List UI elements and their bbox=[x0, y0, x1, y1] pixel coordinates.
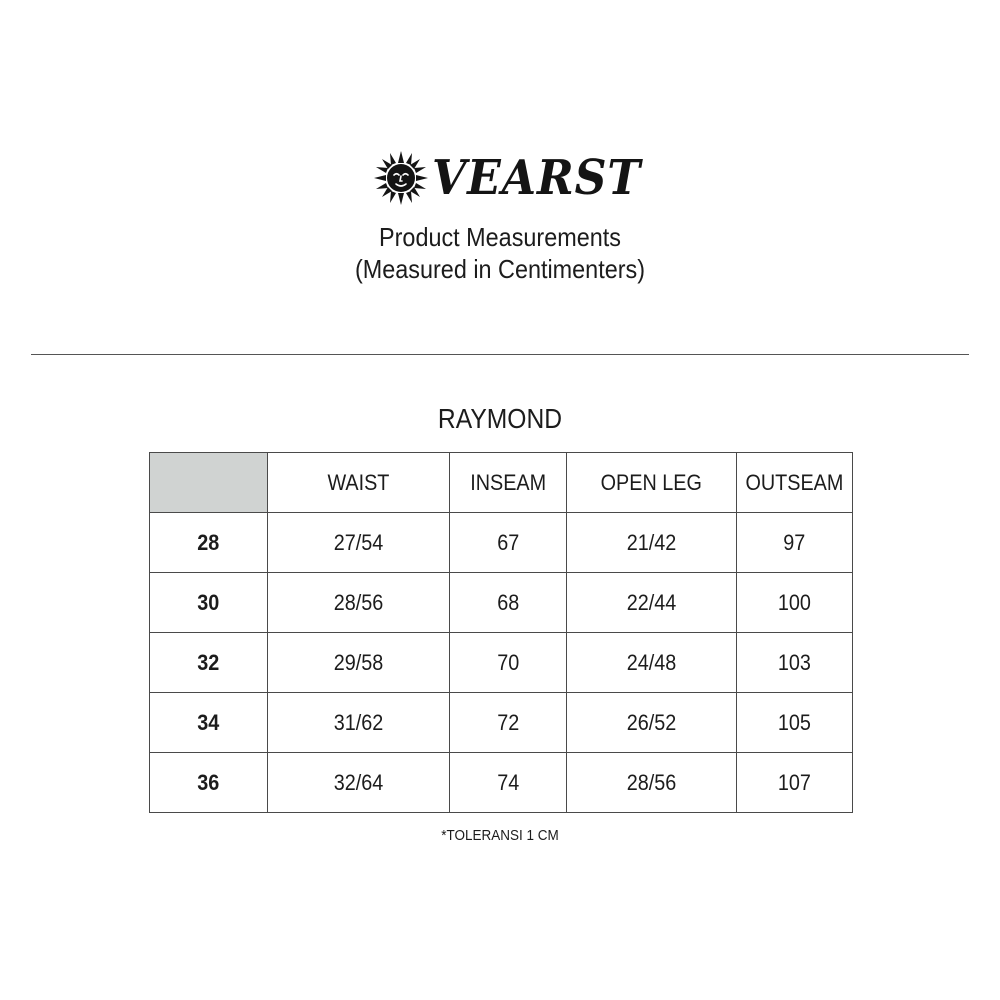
waist-cell: 32/64 bbox=[268, 753, 450, 813]
product-name: RAYMOND bbox=[437, 403, 563, 434]
sun-face-icon bbox=[374, 151, 428, 205]
waist-cell: 27/54 bbox=[268, 513, 450, 573]
brand-wordmark: VEARST bbox=[432, 150, 642, 206]
size-chart-table bbox=[149, 452, 853, 813]
table-row bbox=[150, 513, 853, 573]
open-leg-cell: 26/52 bbox=[567, 693, 737, 753]
column-header-waist: WAIST bbox=[268, 453, 450, 513]
outseam-cell: 103 bbox=[737, 633, 853, 693]
page-subtitle: (Measured in Centimenters) bbox=[354, 254, 645, 284]
waist-cell: 29/58 bbox=[268, 633, 450, 693]
table-header-row bbox=[150, 453, 853, 513]
table-row bbox=[150, 693, 853, 753]
outseam-cell: 105 bbox=[737, 693, 853, 753]
table-row bbox=[150, 633, 853, 693]
open-leg-cell: 21/42 bbox=[567, 513, 737, 573]
size-cell: 32 bbox=[150, 633, 268, 693]
waist-cell: 28/56 bbox=[268, 573, 450, 633]
column-header-outseam: OUTSEAM bbox=[737, 453, 853, 513]
table-row bbox=[150, 573, 853, 633]
inseam-cell: 67 bbox=[450, 513, 567, 573]
brand-logo bbox=[374, 150, 642, 206]
size-cell: 28 bbox=[150, 513, 268, 573]
section-divider bbox=[31, 354, 969, 355]
outseam-cell: 100 bbox=[737, 573, 853, 633]
inseam-cell: 72 bbox=[450, 693, 567, 753]
open-leg-cell: 24/48 bbox=[567, 633, 737, 693]
outseam-cell: 97 bbox=[737, 513, 853, 573]
table-corner-cell bbox=[150, 453, 268, 513]
size-cell: 30 bbox=[150, 573, 268, 633]
size-cell: 36 bbox=[150, 753, 268, 813]
open-leg-cell: 28/56 bbox=[567, 753, 737, 813]
page-title: Product Measurements bbox=[379, 222, 621, 252]
size-cell: 34 bbox=[150, 693, 268, 753]
outseam-cell: 107 bbox=[737, 753, 853, 813]
inseam-cell: 68 bbox=[450, 573, 567, 633]
column-header-inseam: INSEAM bbox=[450, 453, 567, 513]
tolerance-note: *TOLERANSI 1 CM bbox=[441, 827, 559, 844]
open-leg-cell: 22/44 bbox=[567, 573, 737, 633]
column-header-open-leg: OPEN LEG bbox=[567, 453, 737, 513]
waist-cell: 31/62 bbox=[268, 693, 450, 753]
table-row bbox=[150, 753, 853, 813]
inseam-cell: 74 bbox=[450, 753, 567, 813]
inseam-cell: 70 bbox=[450, 633, 567, 693]
